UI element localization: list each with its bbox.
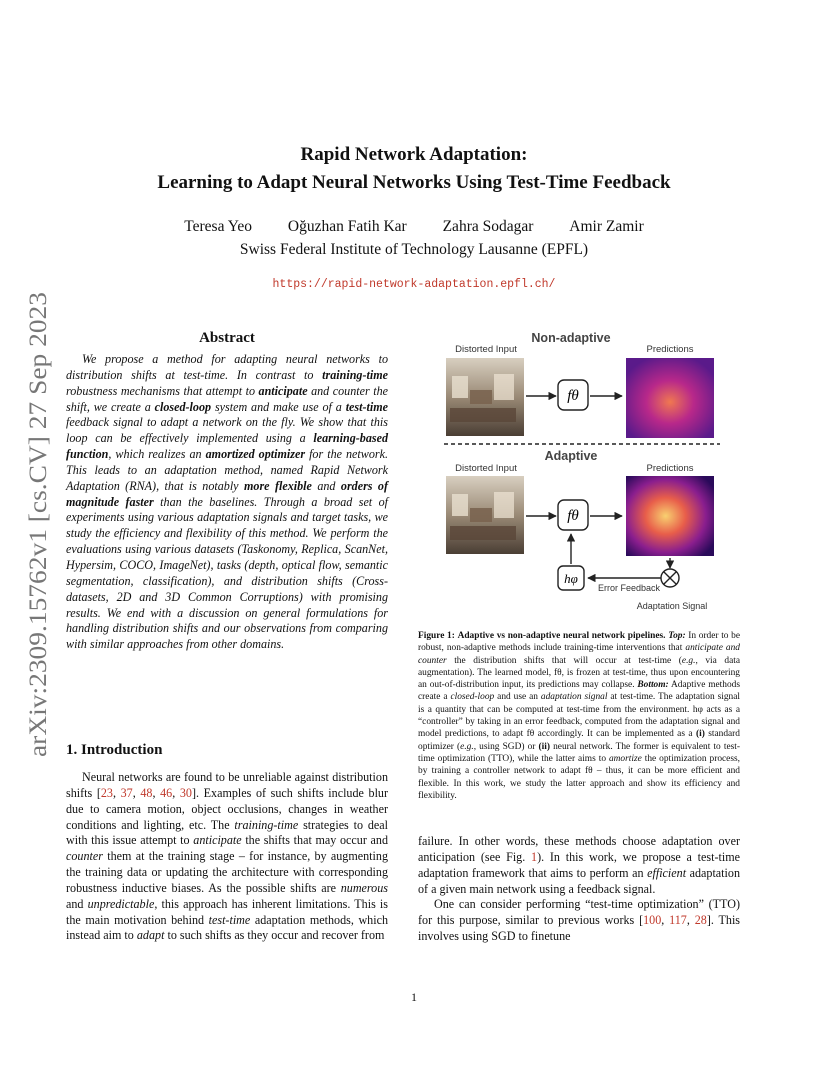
caption-italic: closed-loop [450, 692, 495, 703]
page-number: 1 [411, 990, 417, 1004]
model-label-bottom: fθ [567, 508, 579, 524]
prediction-image-bottom [626, 476, 714, 556]
abstract-body [66, 352, 388, 653]
figure-link[interactable]: 1 [531, 849, 538, 864]
abstract-bold: test-time [345, 399, 389, 414]
prediction-image-top [626, 358, 714, 438]
intro-text: and [66, 896, 88, 911]
abstract-bold: amortized optimizer [205, 447, 306, 462]
figure-caption [418, 630, 740, 802]
intro-text: to such shifts as they occur and recover from [164, 928, 385, 943]
intro-italic: numerous [340, 880, 388, 895]
abstract-text: and counter the shift, we create a [66, 383, 388, 414]
input-image-bottom [446, 476, 524, 554]
title-line-2: Learning to Adapt Neural Networks Using Test-Time Feedback [157, 172, 671, 193]
fig-label-pred-bottom: Predictions [646, 463, 694, 474]
intro-italic: anticipate [193, 833, 242, 848]
caption-italic: e.g. [460, 741, 474, 752]
fig-label-input-top: Distorted Input [455, 344, 517, 355]
caption-italic: amortize [608, 753, 642, 764]
abstract-bold: training-time [322, 367, 388, 382]
caption-text: Adaptive methods create a [418, 680, 740, 703]
caption-label: Figure 1: [418, 631, 455, 641]
author-1: Teresa Yeo [184, 218, 253, 235]
abstract-text: and [311, 478, 341, 493]
abstract-text: robustness mechanisms that attempt to [66, 383, 259, 398]
intro-heading: 1. Introduction [66, 742, 163, 758]
intro-italic: unpredictable [87, 896, 155, 911]
intro-italic: adapt [136, 928, 165, 943]
caption-italic: anticipate and counter [418, 643, 740, 666]
caption-text: the distribution shifts that will occur at test-time ( [446, 655, 682, 666]
caption-text: standard optimizer ( [418, 729, 740, 752]
caption-text: and use an [494, 692, 541, 703]
abstract-bold: anticipate [258, 383, 308, 398]
controller-label: hφ [564, 571, 578, 586]
abstract-heading: Abstract [199, 330, 255, 346]
author-list [0, 218, 828, 236]
caption-italic: e.g. [681, 655, 696, 666]
project-url[interactable]: https://rapid-network-adaptation.epfl.ch/ [272, 278, 556, 291]
caption-text: , via data augmentation). The learned model, fθ, is frozen at test-time, thus upon encountering an out-of-distribution input, its predictions may collapse. [418, 655, 740, 691]
caption-text: the optimization process, by training a controller network to adapt fθ – thus, it can be more efficient and flexible. In this work, we study the latter approach and show its efficiency and flexibility. [418, 753, 740, 801]
intro-text: them at the training stage – for instance, by augmenting the training data or updating the architecture with corresponding robustness inductive biases. As the possible shifts are [66, 849, 388, 895]
caption-text: neural network. The former is equivalent to test-time optimization (TTO), while the latter aims to [418, 741, 740, 764]
author-3: Zahra Sodagar [442, 218, 534, 235]
paragraph: One can consider performing “test-time optimization” (TTO) for this purpose, similar to previous works [100, 117, 28]. This involves using SGD to finetune [418, 897, 741, 944]
abstract-text: system and make use of a [211, 399, 346, 414]
abstract-text: We propose a method for adapting neural networks to distribution shifts at test-time. In contrast to [66, 352, 388, 382]
caption-text: at test-time. The adaptation signal is a quantity that can be computed at test-time from the environment. hφ acts as a “controller” by taking in an error feedback, computed from the adaptation signal and model predictions, to adapt fθ accordingly. It can be implemented as a [418, 692, 740, 740]
abstract-bold: orders of magnitude faster [66, 478, 388, 509]
citation-link[interactable]: 117 [669, 913, 687, 928]
citation-link[interactable]: 30 [179, 785, 192, 800]
intro-text: Neural networks are found to be unreliable against distribution shifts [ [66, 770, 388, 800]
intro-text: adaptation methods, which instead aim to [66, 912, 388, 943]
abstract-bold: closed-loop [154, 399, 212, 414]
figure-1 [430, 328, 760, 618]
abstract-text: feedback signal to adapt a network on the fly. We show that this loop can be effectively implemented using a [66, 415, 388, 446]
body-italic: efficient [647, 865, 687, 880]
caption-text: In order to be robust, non-adaptive methods include training-time interventions that [418, 631, 741, 654]
input-image-top [446, 358, 524, 436]
citation-link[interactable]: 100 [643, 913, 662, 928]
abstract-text: than the baselines. Through a broad set of experiments using various adaptation signals and target tasks, we study the efficiency and flexibility of this method. We perform the evaluations using various datasets (Taskonomy, Replica, ScanNet, Hypersim, COCO, ImageNet), tasks (depth, optical flow, semantic segmentation, classification), and distribution shifts (Cross-datasets, 2D and 3D Common Corruptions) with promising results. We end with a discussion on general formulations for handling distribution shifts and our observations from comparing with similar approaches from other domains. [66, 494, 389, 652]
author-2: Oğuzhan Fatih Kar [287, 218, 407, 235]
intro-italic: test-time [208, 912, 251, 927]
fig-title-adaptive: Adaptive [544, 449, 598, 463]
error-feedback-label: Error Feedback [597, 583, 661, 593]
citation-link[interactable]: 46 [160, 785, 173, 800]
fig-label-input-bottom: Distorted Input [455, 463, 517, 474]
paper-title [0, 141, 828, 197]
affiliation: Swiss Federal Institute of Technology Lausanne (EPFL) [239, 241, 589, 258]
body-text: adaptation of a given main network using a feedback signal. [418, 865, 740, 896]
fig-title-nonadaptive: Non-adaptive [531, 331, 611, 345]
adaptation-signal-label: Adaptation Signal [636, 601, 708, 611]
abstract-text: for the network. This leads to an adaptation method, named Rapid Network Adaptation (RNA), that is notably [66, 447, 388, 493]
body-text: ). In this work, we propose a test-time adaptation framework that aims to perform an [418, 849, 740, 880]
intro-italic: training-time [234, 817, 299, 832]
caption-bottom-label: Bottom: [637, 680, 669, 691]
citation-link[interactable]: 23 [100, 785, 113, 800]
model-label-top: fθ [567, 388, 579, 404]
intro-italic: counter [66, 849, 103, 864]
arxiv-stamp [10, 285, 62, 765]
author-4: Amir Zamir [569, 218, 644, 235]
right-column-body [418, 834, 740, 945]
title-line-1: Rapid Network Adaptation: [300, 144, 528, 165]
citation-link[interactable]: 48 [140, 785, 153, 800]
intro-text: ]. Examples of such shifts include blur due to camera motion, object occlusions, changes in weather conditions and lighting, etc. The [66, 785, 389, 832]
abstract-bold: more flexible [243, 478, 312, 493]
caption-title: Adaptive vs non-adaptive neural network pipelines. [457, 631, 666, 641]
intro-body: Neural networks are found to be unreliable against distribution shifts [23, 37, 48, 46, 30]. Examples of such shifts include blur due to camera motion, object occlusions, changes in weather conditions and lighting, etc. The training-time strategies to deal with this issue attempt to anticipate the shifts that may occur and counter them at the training stage – for instance, by augmenting the training data or updating the architecture with corresponding robustness inductive biases. As the possible shifts are numerous and unpredictable, this approach has inherent limitations. This is the main motivation behind test-time adaptation methods, which instead aim to adapt to such shifts as they occur and recover from [66, 770, 389, 943]
arxiv-stamp-text: arXiv:2309.15762v1 [cs.CV] 27 Sep 2023 [23, 324, 52, 757]
body-text: One can consider performing “test-time optimization” (TTO) for this purpose, similar to previous works [ [418, 897, 740, 928]
body-text: ]. This involves using SGD to finetune [418, 913, 741, 944]
intro-text: , this approach has inherent limitations. This is the main motivation behind [66, 896, 388, 927]
figure-1-diagram [430, 328, 760, 618]
caption-bold: (i) [695, 729, 705, 740]
caption-top-label: Top: [668, 631, 686, 641]
paragraph [418, 834, 740, 897]
intro-text: strategies to deal with this issue attempt to [66, 817, 388, 848]
arxiv-stamp-svg [10, 285, 62, 765]
body-text: failure. In other words, these methods choose adaptation over anticipation (see Fig. [418, 834, 740, 864]
abstract-text: , which realizes an [108, 447, 206, 462]
citation-link[interactable]: 28 [694, 913, 707, 928]
caption-bold: (ii) [538, 741, 550, 752]
abstract-bold: learning-based function [66, 431, 388, 462]
intro-text: the shifts that may occur and [241, 833, 388, 848]
caption-text: , using SGD) or [473, 741, 539, 752]
citation-link[interactable]: 37 [120, 785, 133, 800]
caption-italic: adaptation signal [540, 692, 608, 703]
fig-label-pred-top: Predictions [646, 344, 694, 355]
